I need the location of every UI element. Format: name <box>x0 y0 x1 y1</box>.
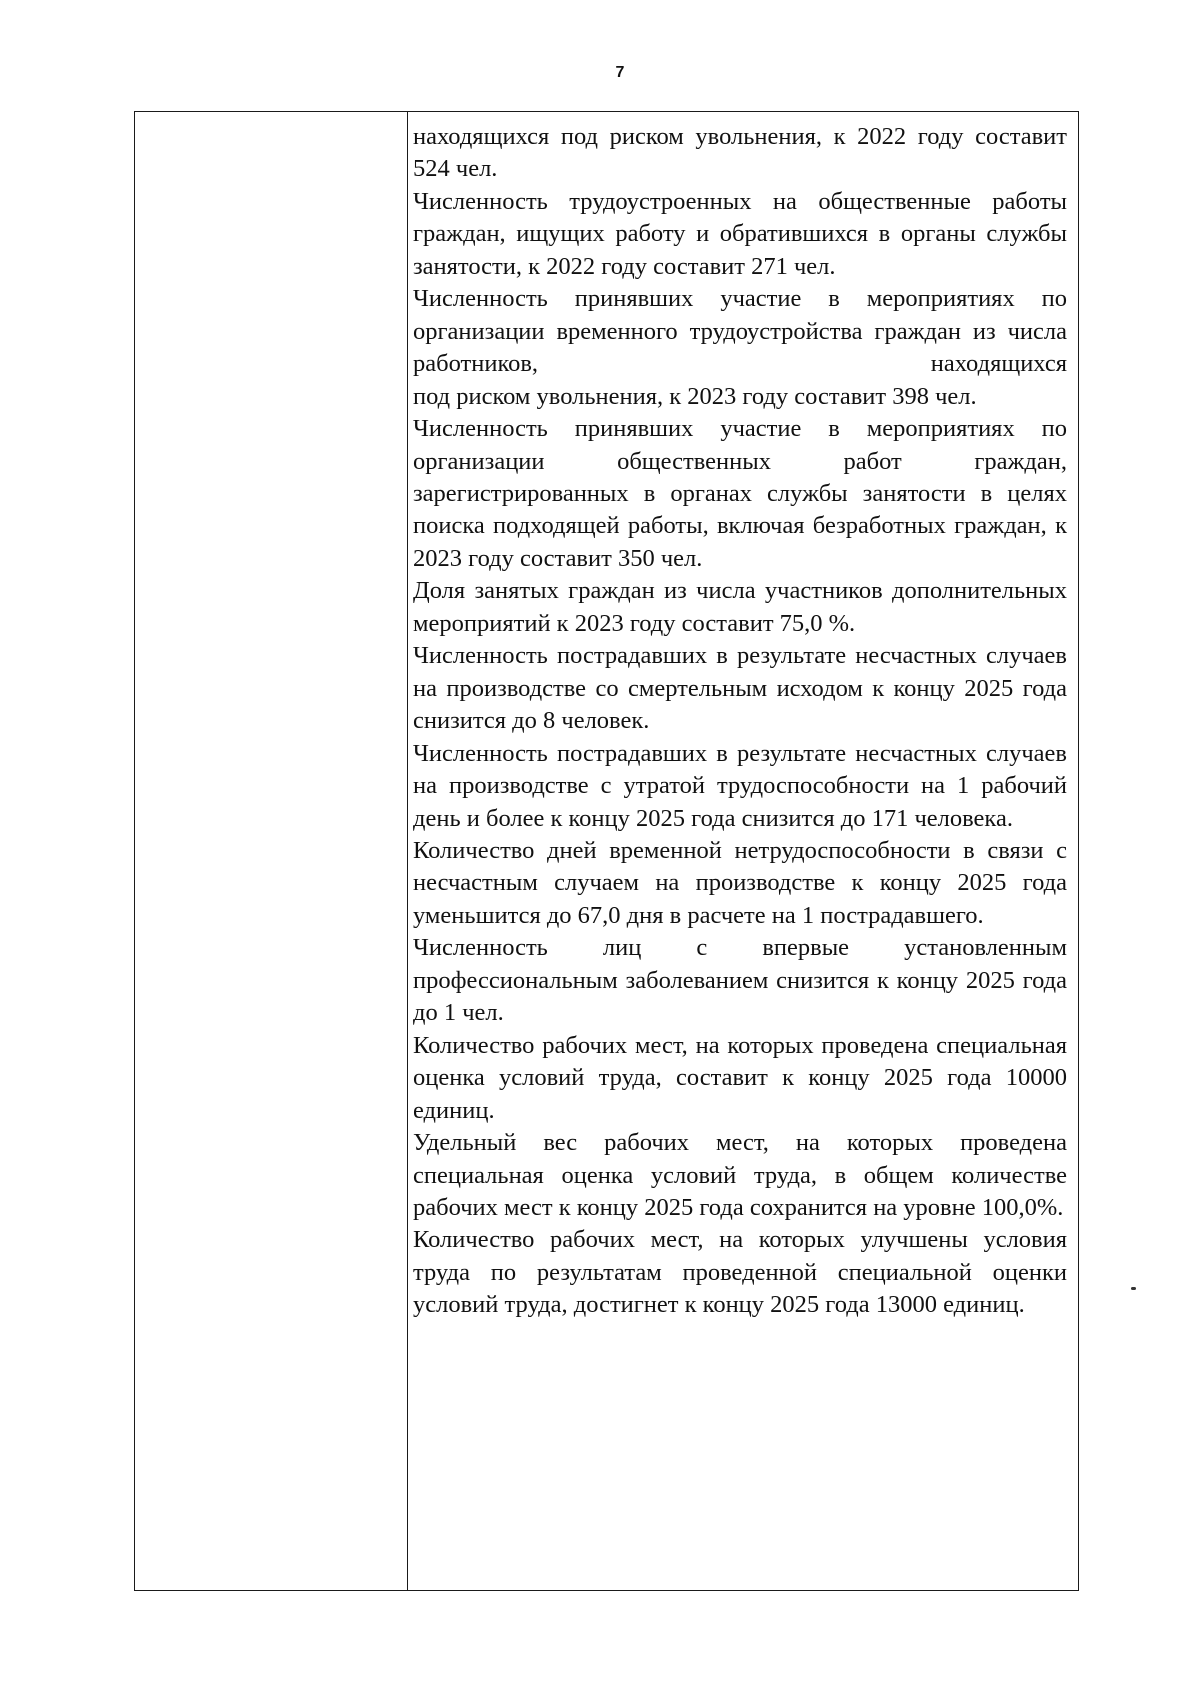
paragraph-risk-dismissal-2022: находящихся под риском увольнения, к 2022 году составит 524 чел. <box>413 123 1067 183</box>
document-table <box>134 111 1079 1591</box>
paragraph-temporary-employment-2023: Численность принявших участие в мероприятиях по организации временного трудоустройства граждан из числа работников, находящихся <box>413 285 1067 378</box>
paragraph-temporary-employment-2023-cont: под риском увольнения, к 2023 году составит 398 чел. <box>413 382 977 410</box>
paragraph-improved-conditions-2025: Количество рабочих мест, на которых улучшены условия труда по результатам проведенной специальной оценки условий труда, достигнет к концу 2025 года 13000 единиц. <box>413 1226 1067 1319</box>
paragraph-employed-share-2023: Доля занятых граждан из числа участников дополнительных мероприятий к 2023 году составит 75,0 %. <box>413 577 1067 637</box>
paragraph-disability-days-2025: Количество дней временной нетрудоспособности в связи с несчастным случаем на производстве к концу 2025 года уменьшится до 67,0 дня в расчете на 1 пострадавшего. <box>413 836 1067 929</box>
page-number: 7 <box>615 64 625 81</box>
paragraph-public-works-2022: Численность трудоустроенных на общественные работы граждан, ищущих работу и обратившихся в органы службы занятости, к 2022 году составит 271 чел. <box>413 187 1067 280</box>
paragraph-workplace-assessment-2025: Количество рабочих мест, на которых проведена специальная оценка условий труда, составит к концу 2025 года 10000 единиц. <box>413 1031 1067 1124</box>
paragraph-injury-accidents-2025: Численность пострадавших в результате несчастных случаев на производстве с утратой трудоспособности на 1 рабочий день и более к концу 2025 года снизится до 171 человека. <box>413 739 1067 832</box>
paragraph-occupational-disease-2025: Численность лиц с впервые установленным профессиональным заболеванием снизится к концу 2025 года до 1 чел. <box>413 934 1067 1027</box>
paragraph-fatal-accidents-2025: Численность пострадавших в результате несчастных случаев на производстве со смертельным исходом к концу 2025 года снизится до 8 человек. <box>413 642 1067 735</box>
table-right-cell <box>413 121 1067 1322</box>
paragraph-assessment-share-2025: Удельный вес рабочих мест, на которых проведена специальная оценка условий труда, в общем количестве рабочих мест к концу 2025 года сохранится на уровне 100,0%. <box>413 1129 1067 1221</box>
paragraph-public-works-2023: Численность принявших участие в мероприятиях по организации общественных работ граждан, зарегистрированных в органах службы занятости в целях поиска подходящей работы, включая безработных граждан, к 2023 году составит 350 чел. <box>413 415 1067 572</box>
column-divider <box>407 112 408 1590</box>
scan-speck <box>1131 1287 1136 1290</box>
